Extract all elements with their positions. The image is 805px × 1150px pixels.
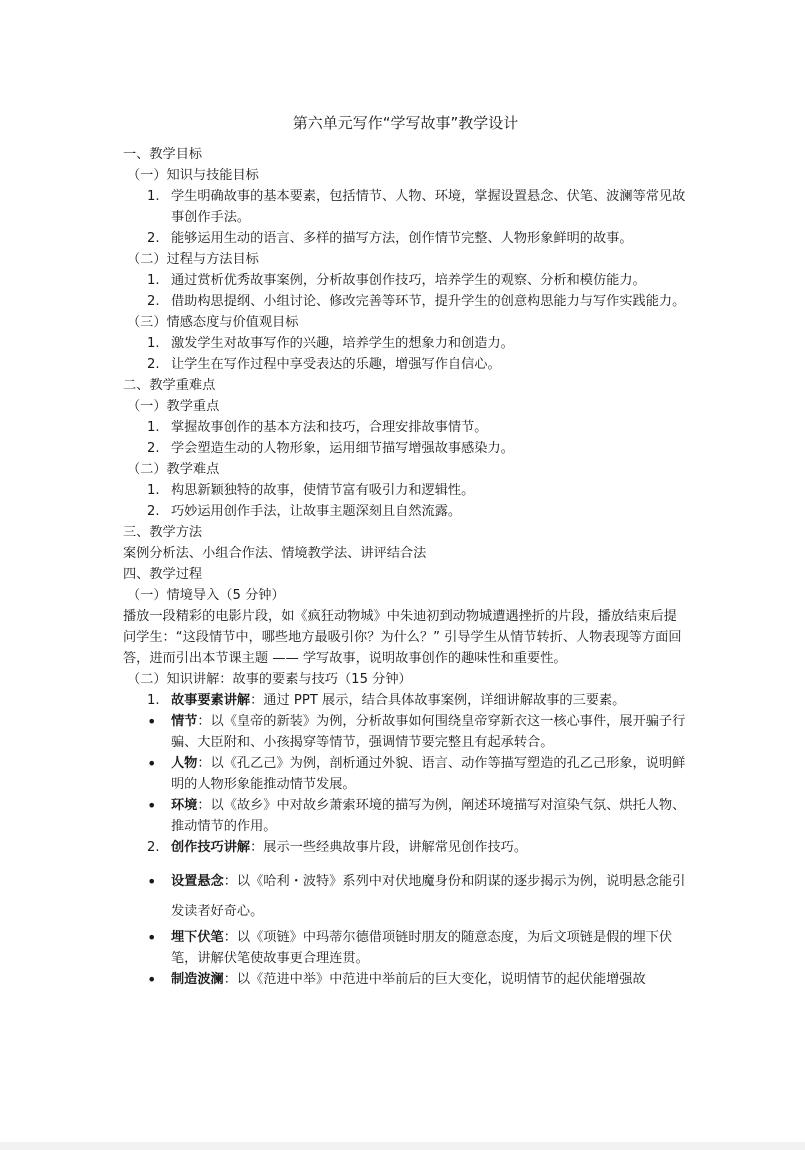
list-number: 1. xyxy=(147,336,160,351)
list-number: 1. xyxy=(147,420,160,435)
bullet-item xyxy=(123,969,688,990)
list-item xyxy=(123,291,688,312)
list-item-text: ：以《孔乙己》为例，剖析通过外貌、语言、动作等描写塑造的孔乙己形象，说明鲜明的人物形象能推动情节发展。 xyxy=(171,756,686,792)
section-heading: 一、教学目标 xyxy=(123,147,203,162)
list-item xyxy=(123,837,688,858)
list-item xyxy=(123,417,688,438)
list-item-text: ：以《皇帝的新装》为例，分析故事如何围绕皇帝穿新衣这一核心事件，展开骗子行骗、大臣附和、小孩揭穿等情节，强调情节要完整且有起承转合。 xyxy=(171,714,686,750)
bullet-icon: • xyxy=(147,970,157,989)
bullet-item xyxy=(123,867,688,927)
list-item-text: 激发学生对故事写作的兴趣，培养学生的想象力和创造力。 xyxy=(171,336,514,351)
list-number: 2. xyxy=(147,840,160,855)
list-number: 1. xyxy=(147,693,160,708)
list-number: 2. xyxy=(147,294,160,309)
list-item xyxy=(123,438,688,459)
bullet-item xyxy=(123,753,688,795)
bullet-item xyxy=(123,927,688,969)
subsection-heading: （一）知识与技能目标 xyxy=(127,168,259,183)
body-text: 案例分析法、小组合作法、情境教学法、讲评结合法 xyxy=(123,546,427,561)
item-label: 制造波澜 xyxy=(171,972,224,987)
list-item xyxy=(123,690,688,711)
list-item-text: ：以《故乡》中对故乡萧索环境的描写为例，阐述环境描写对渲染气氛、烘托人物、推动情节的作用。 xyxy=(171,798,686,834)
list-item xyxy=(123,333,688,354)
list-item-text: ：以《项链》中玛蒂尔德借项链时朋友的随意态度，为后文项链是假的埋下伏笔，讲解伏笔使故事更合理连贯。 xyxy=(171,930,673,966)
list-item-text: ：展示一些经典故事片段，讲解常见创作技巧。 xyxy=(250,840,528,855)
subsection-heading: （二）教学难点 xyxy=(127,462,220,477)
list-number: 2. xyxy=(147,441,160,456)
list-item-text: 构思新颖独特的故事，使情节富有吸引力和逻辑性。 xyxy=(171,483,475,498)
list-item xyxy=(123,501,688,522)
section-heading: 三、教学方法 xyxy=(123,525,203,540)
list-number: 1. xyxy=(147,483,160,498)
list-number: 2. xyxy=(147,357,160,372)
list-number: 2. xyxy=(147,504,160,519)
list-item xyxy=(123,186,688,228)
subsection-heading: （三）情感态度与价值观目标 xyxy=(127,315,299,330)
subsection-heading: （一）教学重点 xyxy=(127,399,220,414)
item-label: 创作技巧讲解 xyxy=(171,840,251,855)
bullet-icon: • xyxy=(147,872,157,891)
subsection-heading: （二）知识讲解：故事的要素与技巧（15 分钟） xyxy=(127,672,412,687)
list-item-text: 学生明确故事的基本要素，包括情节、人物、环境，掌握设置悬念、伏笔、波澜等常见故事创作手法。 xyxy=(171,189,686,225)
document-content xyxy=(123,108,688,990)
list-item-text: 学会塑造生动的人物形象，运用细节描写增强故事感染力。 xyxy=(171,441,514,456)
item-label: 设置悬念 xyxy=(171,874,224,889)
page-title: 第六单元写作“学写故事”教学设计 xyxy=(292,114,519,132)
list-item-text: 巧妙运用创作手法，让故事主题深刻且自然流露。 xyxy=(171,504,462,519)
section-heading: 二、教学重难点 xyxy=(123,378,216,393)
bullet-icon: • xyxy=(147,928,157,947)
bullet-icon: • xyxy=(147,796,157,815)
list-item xyxy=(123,228,688,249)
list-item-text: 让学生在写作过程中享受表达的乐趣，增强写作自信心。 xyxy=(171,357,501,372)
bullet-icon: • xyxy=(147,754,157,773)
list-item-text: 掌握故事创作的基本方法和技巧，合理安排故事情节。 xyxy=(171,420,488,435)
bullet-item xyxy=(123,795,688,837)
section-heading: 四、教学过程 xyxy=(123,567,203,582)
subsection-heading: （二）过程与方法目标 xyxy=(127,252,259,267)
item-label: 情节 xyxy=(171,714,198,729)
item-label: 故事要素讲解 xyxy=(171,693,251,708)
list-number: 2. xyxy=(147,231,160,246)
list-item-text: ：以《范进中举》中范进中举前后的巨大变化，说明情节的起伏能增强故 xyxy=(223,972,646,987)
bullet-icon: • xyxy=(147,712,157,731)
list-item xyxy=(123,480,688,501)
list-item-text: 通过赏析优秀故事案例，分析故事创作技巧，培养学生的观察、分析和模仿能力。 xyxy=(171,273,646,288)
item-label: 人物 xyxy=(171,756,198,771)
item-label: 埋下伏笔 xyxy=(171,930,224,945)
list-item-text: 能够运用生动的语言、多样的描写方法，创作情节完整、人物形象鲜明的故事。 xyxy=(171,231,633,246)
body-paragraph: 播放一段精彩的电影片段，如《疯狂动物城》中朱迪初到动物城遭遇挫折的片段，播放结束后提问学生：“这段情节中，哪些地方最吸引你？为什么？” 引导学生从情节转折、人物表现等方面回答，进而引出本节课主题 —— 学写故事，说明故事创作的趣味性和重要性。 xyxy=(123,609,682,666)
subsection-heading: （一）情境导入（5 分钟） xyxy=(127,588,285,603)
list-item xyxy=(123,270,688,291)
list-number: 1. xyxy=(147,273,160,288)
list-item-text: 借助构思提纲、小组讨论、修改完善等环节，提升学生的创意构思能力与写作实践能力。 xyxy=(171,294,686,309)
list-number: 1. xyxy=(147,189,160,204)
list-item xyxy=(123,354,688,375)
item-label: 环境 xyxy=(171,798,198,813)
bullet-item xyxy=(123,711,688,753)
list-item-text: ：以《哈利・波特》系列中对伏地魔身份和阴谋的逐步揭示为例，说明悬念能引发读者好奇心。 xyxy=(171,874,686,919)
list-item-text: ：通过 PPT 展示，结合具体故事案例，详细讲解故事的三要素。 xyxy=(250,693,626,708)
